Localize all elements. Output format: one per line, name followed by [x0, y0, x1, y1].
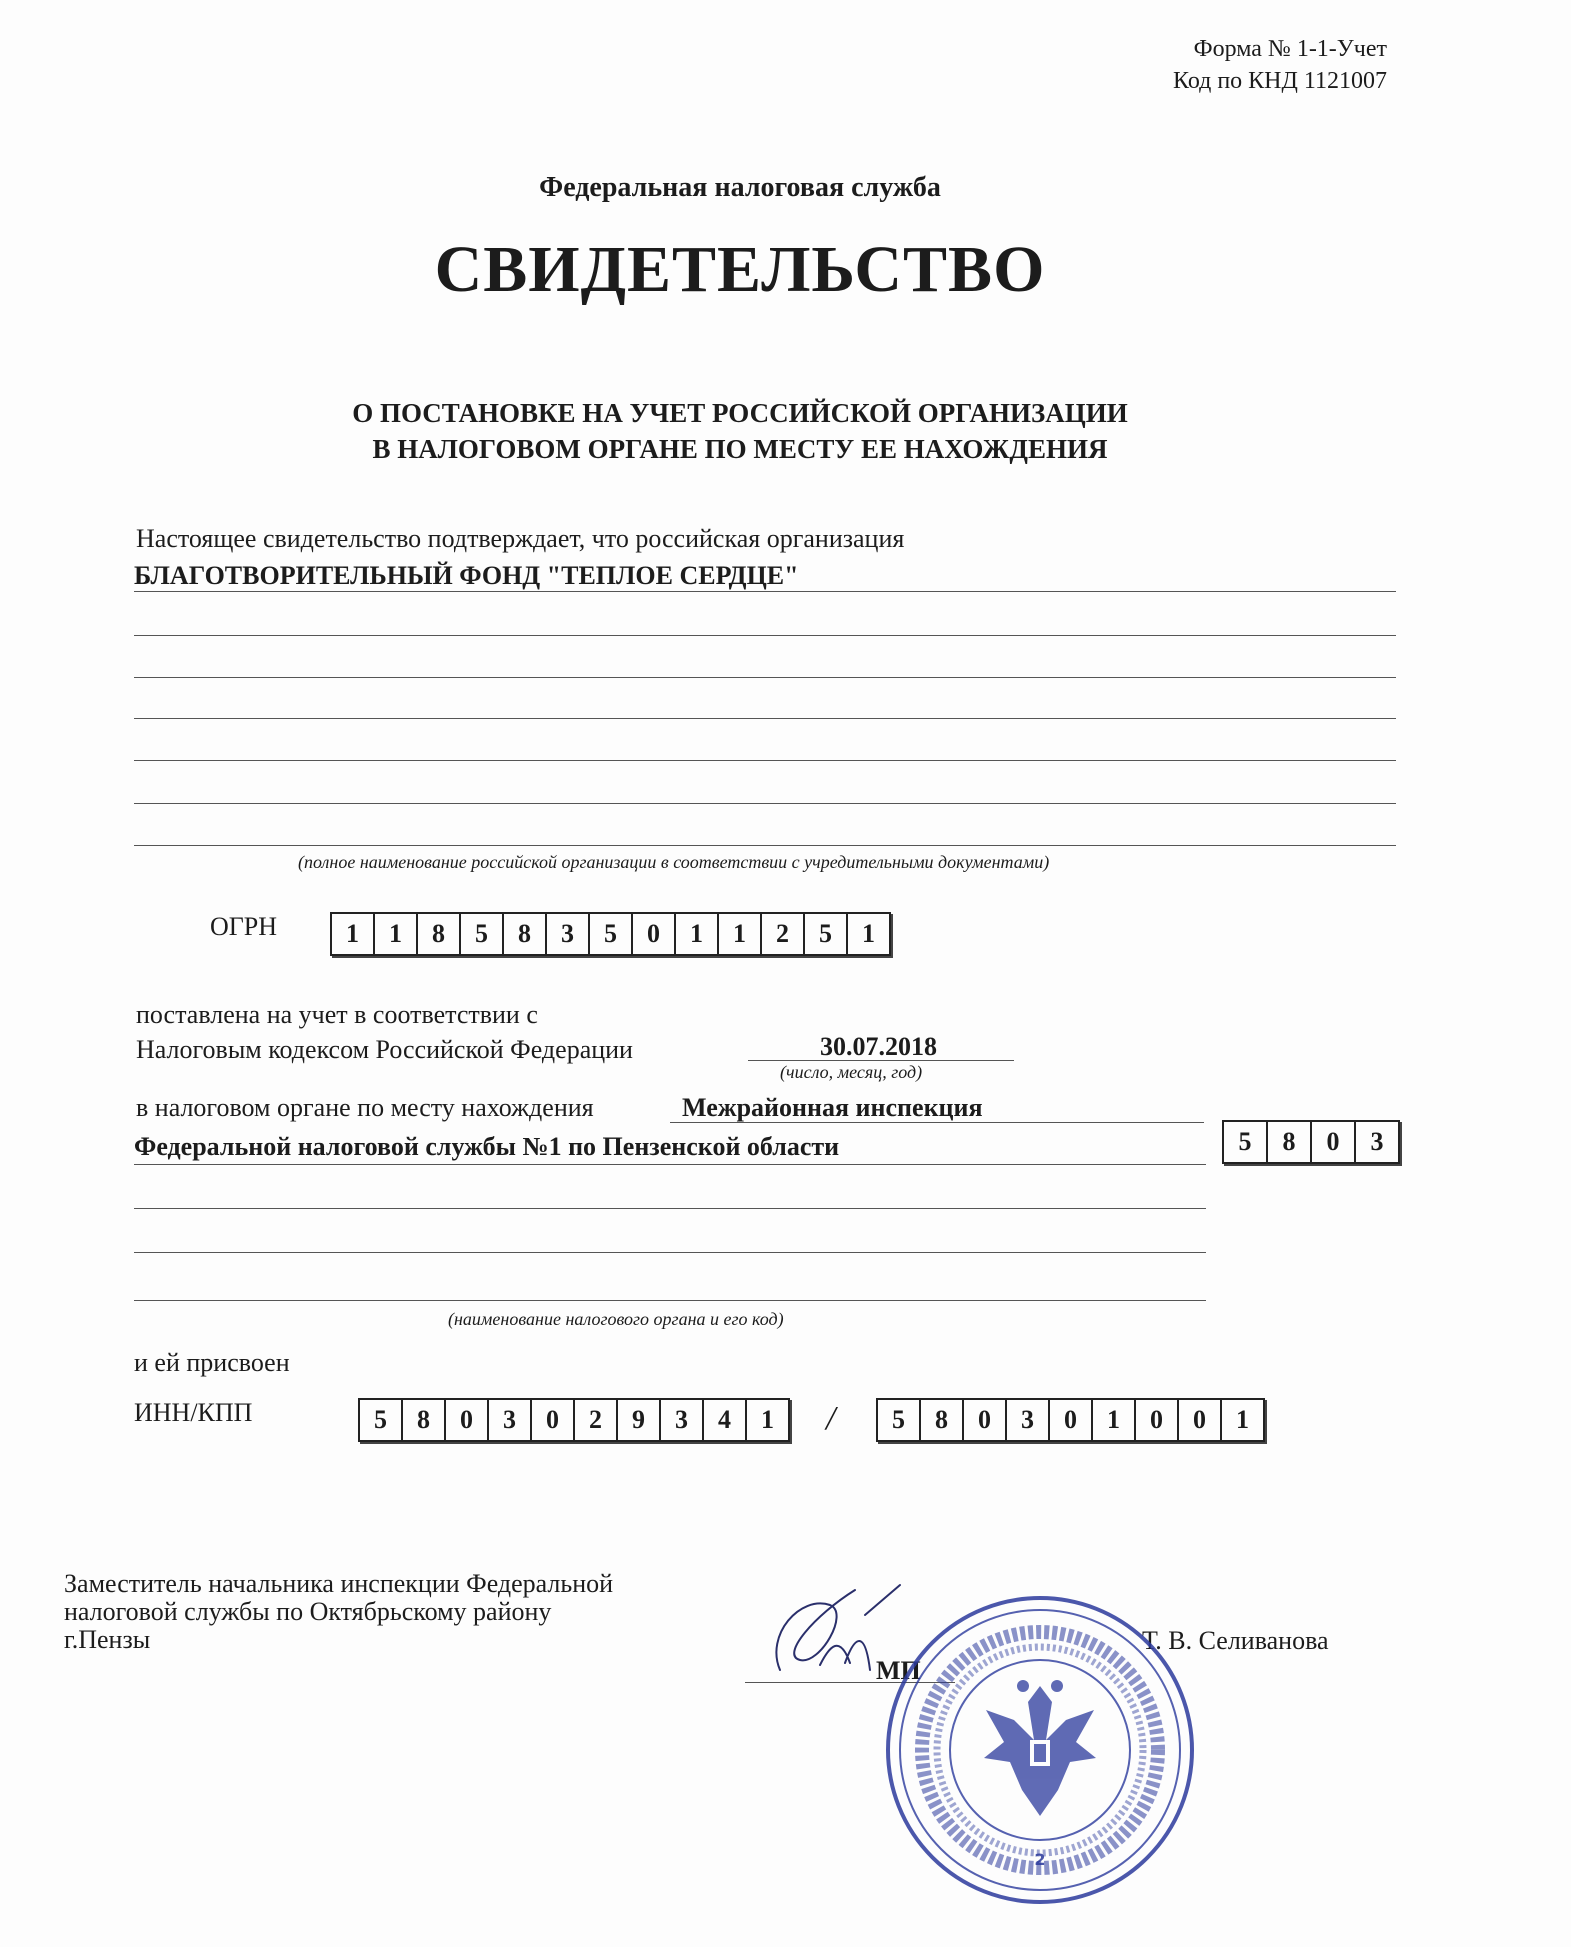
- registration-line-1: поставлена на учет в соответствии с: [136, 1000, 538, 1029]
- registration-line-2: Налоговым кодексом Российской Федерации: [136, 1035, 633, 1064]
- inn-digit-2: 8: [403, 1400, 446, 1440]
- kpp-digit-7: 0: [1136, 1400, 1179, 1440]
- organization-caption: (полное наименование российской организации в соответствии с учредительными документами): [298, 852, 1050, 872]
- ogrn-digit-1: 1: [332, 914, 375, 954]
- assigned-label: и ей присвоен: [134, 1348, 290, 1377]
- ogrn-digit-5: 8: [504, 914, 547, 954]
- svg-text:2: 2: [1034, 1850, 1046, 1869]
- authority-code-digit-1: 5: [1224, 1122, 1268, 1162]
- authority-code-digit-3: 0: [1312, 1122, 1356, 1162]
- ogrn-digit-13: 1: [848, 914, 891, 954]
- authority-line-5: [134, 1300, 1206, 1301]
- ogrn-digit-10: 1: [719, 914, 762, 954]
- name-line-5: [134, 760, 1396, 761]
- knd-code: Код по КНД 1121007: [1173, 68, 1387, 94]
- inn-digit-9: 4: [704, 1400, 747, 1440]
- signatory-position-line-3: г.Пензы: [64, 1625, 151, 1654]
- authority-line-3: [134, 1208, 1206, 1209]
- registration-date: 30.07.2018: [820, 1032, 937, 1061]
- ogrn-digit-11: 2: [762, 914, 805, 954]
- intro-text: Настоящее свидетельство подтверждает, что российская организация: [136, 524, 905, 553]
- authority-code-digit-2: 8: [1268, 1122, 1312, 1162]
- kpp-digit-4: 3: [1007, 1400, 1050, 1440]
- name-line-7: [134, 845, 1396, 846]
- authority-line-4: [134, 1252, 1206, 1253]
- date-line: [748, 1060, 1014, 1061]
- document-title: СВИДЕТЕЛЬСТВО: [434, 233, 1046, 306]
- authority-line-1: Межрайонная инспекция: [682, 1093, 983, 1122]
- kpp-digit-5: 0: [1050, 1400, 1093, 1440]
- official-stamp: [880, 1590, 1200, 1910]
- authority-line-1-rule: [670, 1122, 1204, 1123]
- inn-digit-10: 1: [747, 1400, 790, 1440]
- signatory-position-line-2: налоговой службы по Октябрьскому району: [64, 1597, 552, 1626]
- ogrn-digits: [330, 912, 891, 956]
- ogrn-digit-9: 1: [676, 914, 719, 954]
- location-label: в налоговом органе по месту нахождения: [136, 1093, 594, 1122]
- inn-digit-6: 2: [575, 1400, 618, 1440]
- agency-name: Федеральная налоговая служба: [539, 172, 941, 203]
- signatory-position-line-1: Заместитель начальника инспекции Федеральной: [64, 1569, 614, 1598]
- inn-digit-7: 9: [618, 1400, 661, 1440]
- signatory-name: Т. В. Селиванова: [1142, 1626, 1329, 1655]
- name-line-2: [134, 635, 1396, 636]
- subtitle-line-2: В НАЛОГОВОМ ОРГАНЕ ПО МЕСТУ ЕЕ НАХОЖДЕНИЯ: [372, 434, 1108, 464]
- name-line-6: [134, 803, 1396, 804]
- kpp-digit-9: 1: [1222, 1400, 1265, 1440]
- kpp-digit-1: 5: [878, 1400, 921, 1440]
- mp-label: МП: [876, 1656, 921, 1685]
- ogrn-digit-3: 8: [418, 914, 461, 954]
- date-caption: (число, месяц, год): [780, 1062, 923, 1082]
- ogrn-digit-4: 5: [461, 914, 504, 954]
- ogrn-label: ОГРН: [210, 912, 278, 941]
- ogrn-digit-6: 3: [547, 914, 590, 954]
- authority-caption: (наименование налогового органа и его код): [448, 1309, 784, 1329]
- ogrn-digit-12: 5: [805, 914, 848, 954]
- ogrn-digit-8: 0: [633, 914, 676, 954]
- kpp-digit-3: 0: [964, 1400, 1007, 1440]
- authority-line-2-rule: [134, 1164, 1206, 1165]
- kpp-digit-8: 0: [1179, 1400, 1222, 1440]
- ogrn-digit-7: 5: [590, 914, 633, 954]
- kpp-digit-6: 1: [1093, 1400, 1136, 1440]
- inn-digit-4: 3: [489, 1400, 532, 1440]
- name-line-1: [134, 591, 1396, 592]
- inn-digit-1: 5: [360, 1400, 403, 1440]
- inn-digit-5: 0: [532, 1400, 575, 1440]
- name-line-3: [134, 677, 1396, 678]
- inn-digit-8: 3: [661, 1400, 704, 1440]
- authority-code-digits: [1222, 1120, 1400, 1164]
- authority-line-2: Федеральной налоговой службы №1 по Пензенской области: [134, 1132, 840, 1161]
- inn-kpp-label: ИНН/КПП: [134, 1398, 253, 1427]
- organization-name: БЛАГОТВОРИТЕЛЬНЫЙ ФОНД "ТЕПЛОЕ СЕРДЦЕ": [134, 561, 799, 590]
- ogrn-digit-2: 1: [375, 914, 418, 954]
- inn-digits: [358, 1398, 790, 1442]
- kpp-digit-2: 8: [921, 1400, 964, 1440]
- subtitle-line-1: О ПОСТАНОВКЕ НА УЧЕТ РОССИЙСКОЙ ОРГАНИЗАЦИИ: [352, 398, 1128, 428]
- name-line-4: [134, 718, 1396, 719]
- authority-code-digit-4: 3: [1356, 1122, 1400, 1162]
- document-subtitle: [0, 395, 1480, 467]
- inn-digit-3: 0: [446, 1400, 489, 1440]
- signatory-position: [64, 1570, 613, 1654]
- form-number: Форма № 1-1-Учет: [1193, 36, 1387, 62]
- inn-kpp-separator: /: [826, 1400, 836, 1437]
- kpp-digits: [876, 1398, 1265, 1442]
